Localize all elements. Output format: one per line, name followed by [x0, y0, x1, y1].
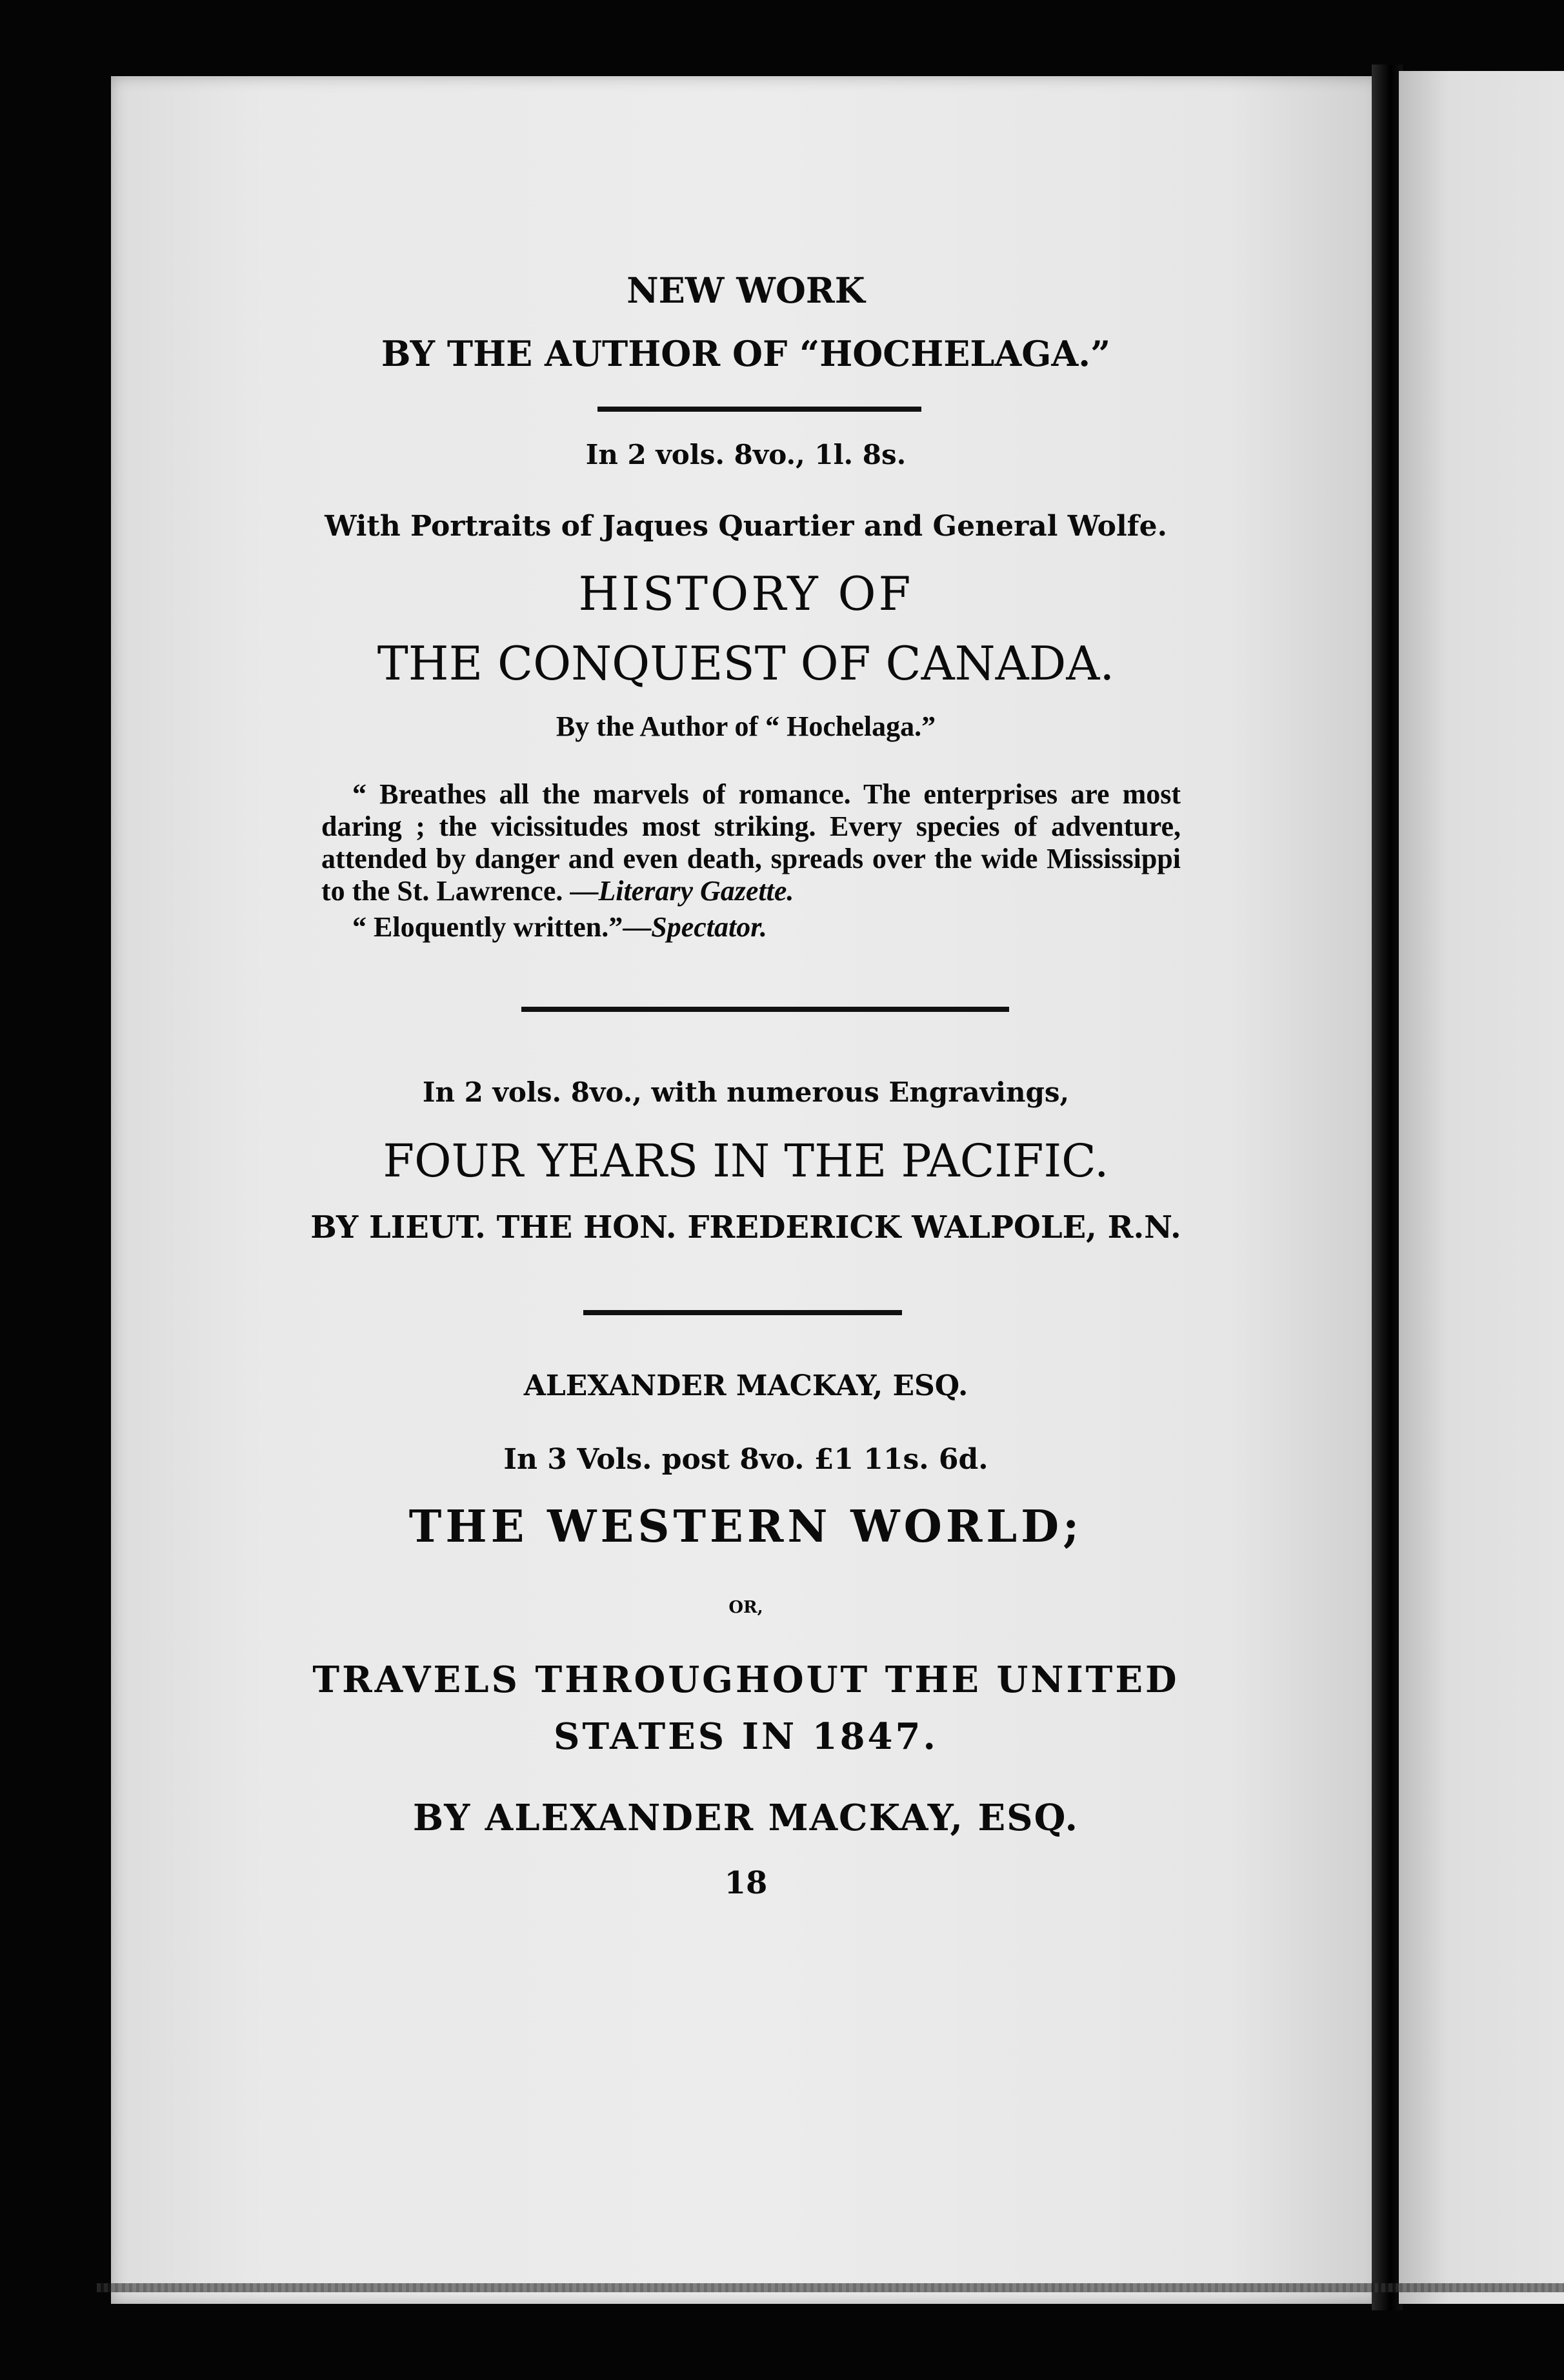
- ad2-title: FOUR YEARS IN THE PACIFIC.: [383, 1135, 1109, 1187]
- review-1-text: “ Breathes all the marvels of romance. The enterprises are most daring ; the vicissitudes most striking. Every species of adventure, attended by danger and even death, spreads over the wide Mississippi to the St. Lawrence. —: [321, 778, 1181, 907]
- ad3-author: BY ALEXANDER MACKAY, ESQ.: [412, 1797, 1079, 1839]
- review-2: [321, 911, 1181, 943]
- ad1-rule: [597, 407, 921, 412]
- ad1-heading-line1: NEW WORK: [627, 270, 865, 311]
- ad3-format: In 3 Vols. post 8vo. £1 11s. 6d.: [503, 1443, 988, 1476]
- ad2-rule: [583, 1310, 902, 1315]
- review-2-source: Spectator.: [651, 911, 767, 943]
- ad2-author: BY LIEUT. THE HON. FREDERICK WALPOLE, R.N.: [310, 1209, 1181, 1245]
- ad1-bottom-rule: [521, 1007, 1009, 1012]
- review-2-text: “ Eloquently written.”—: [352, 911, 652, 943]
- ad1-title-line2: THE CONQUEST OF CANADA.: [377, 636, 1115, 691]
- page-number: 18: [724, 1865, 768, 1901]
- ad1-byline: By the Author of “ Hochelaga.”: [556, 711, 936, 742]
- ad2-format: In 2 vols. 8vo., with numerous Engravings,: [422, 1076, 1070, 1108]
- page-content: [111, 76, 1381, 2304]
- ad3-title: THE WESTERN WORLD;: [408, 1501, 1083, 1553]
- ad1-heading-line2: BY THE AUTHOR OF “HOCHELAGA.”: [381, 333, 1111, 374]
- ad3-or: OR,: [728, 1598, 763, 1617]
- page-right-edge: [1399, 71, 1564, 2304]
- ad3-author-heading: ALEXANDER MACKAY, ESQ.: [523, 1369, 968, 1402]
- ad3-subtitle-line1: TRAVELS THROUGHOUT THE UNITED: [312, 1659, 1179, 1701]
- ad1-reviews: [321, 778, 1181, 943]
- ad1-format: In 2 vols. 8vo., 1l. 8s.: [585, 439, 907, 470]
- review-1: [321, 778, 1181, 907]
- ad1-title-line1: HISTORY OF: [578, 567, 914, 621]
- ad3-subtitle-line2: STATES IN 1847.: [554, 1715, 938, 1758]
- review-1-source: Literary Gazette.: [598, 875, 794, 907]
- ad1-portraits: With Portraits of Jaques Quartier and General Wolfe.: [325, 510, 1167, 543]
